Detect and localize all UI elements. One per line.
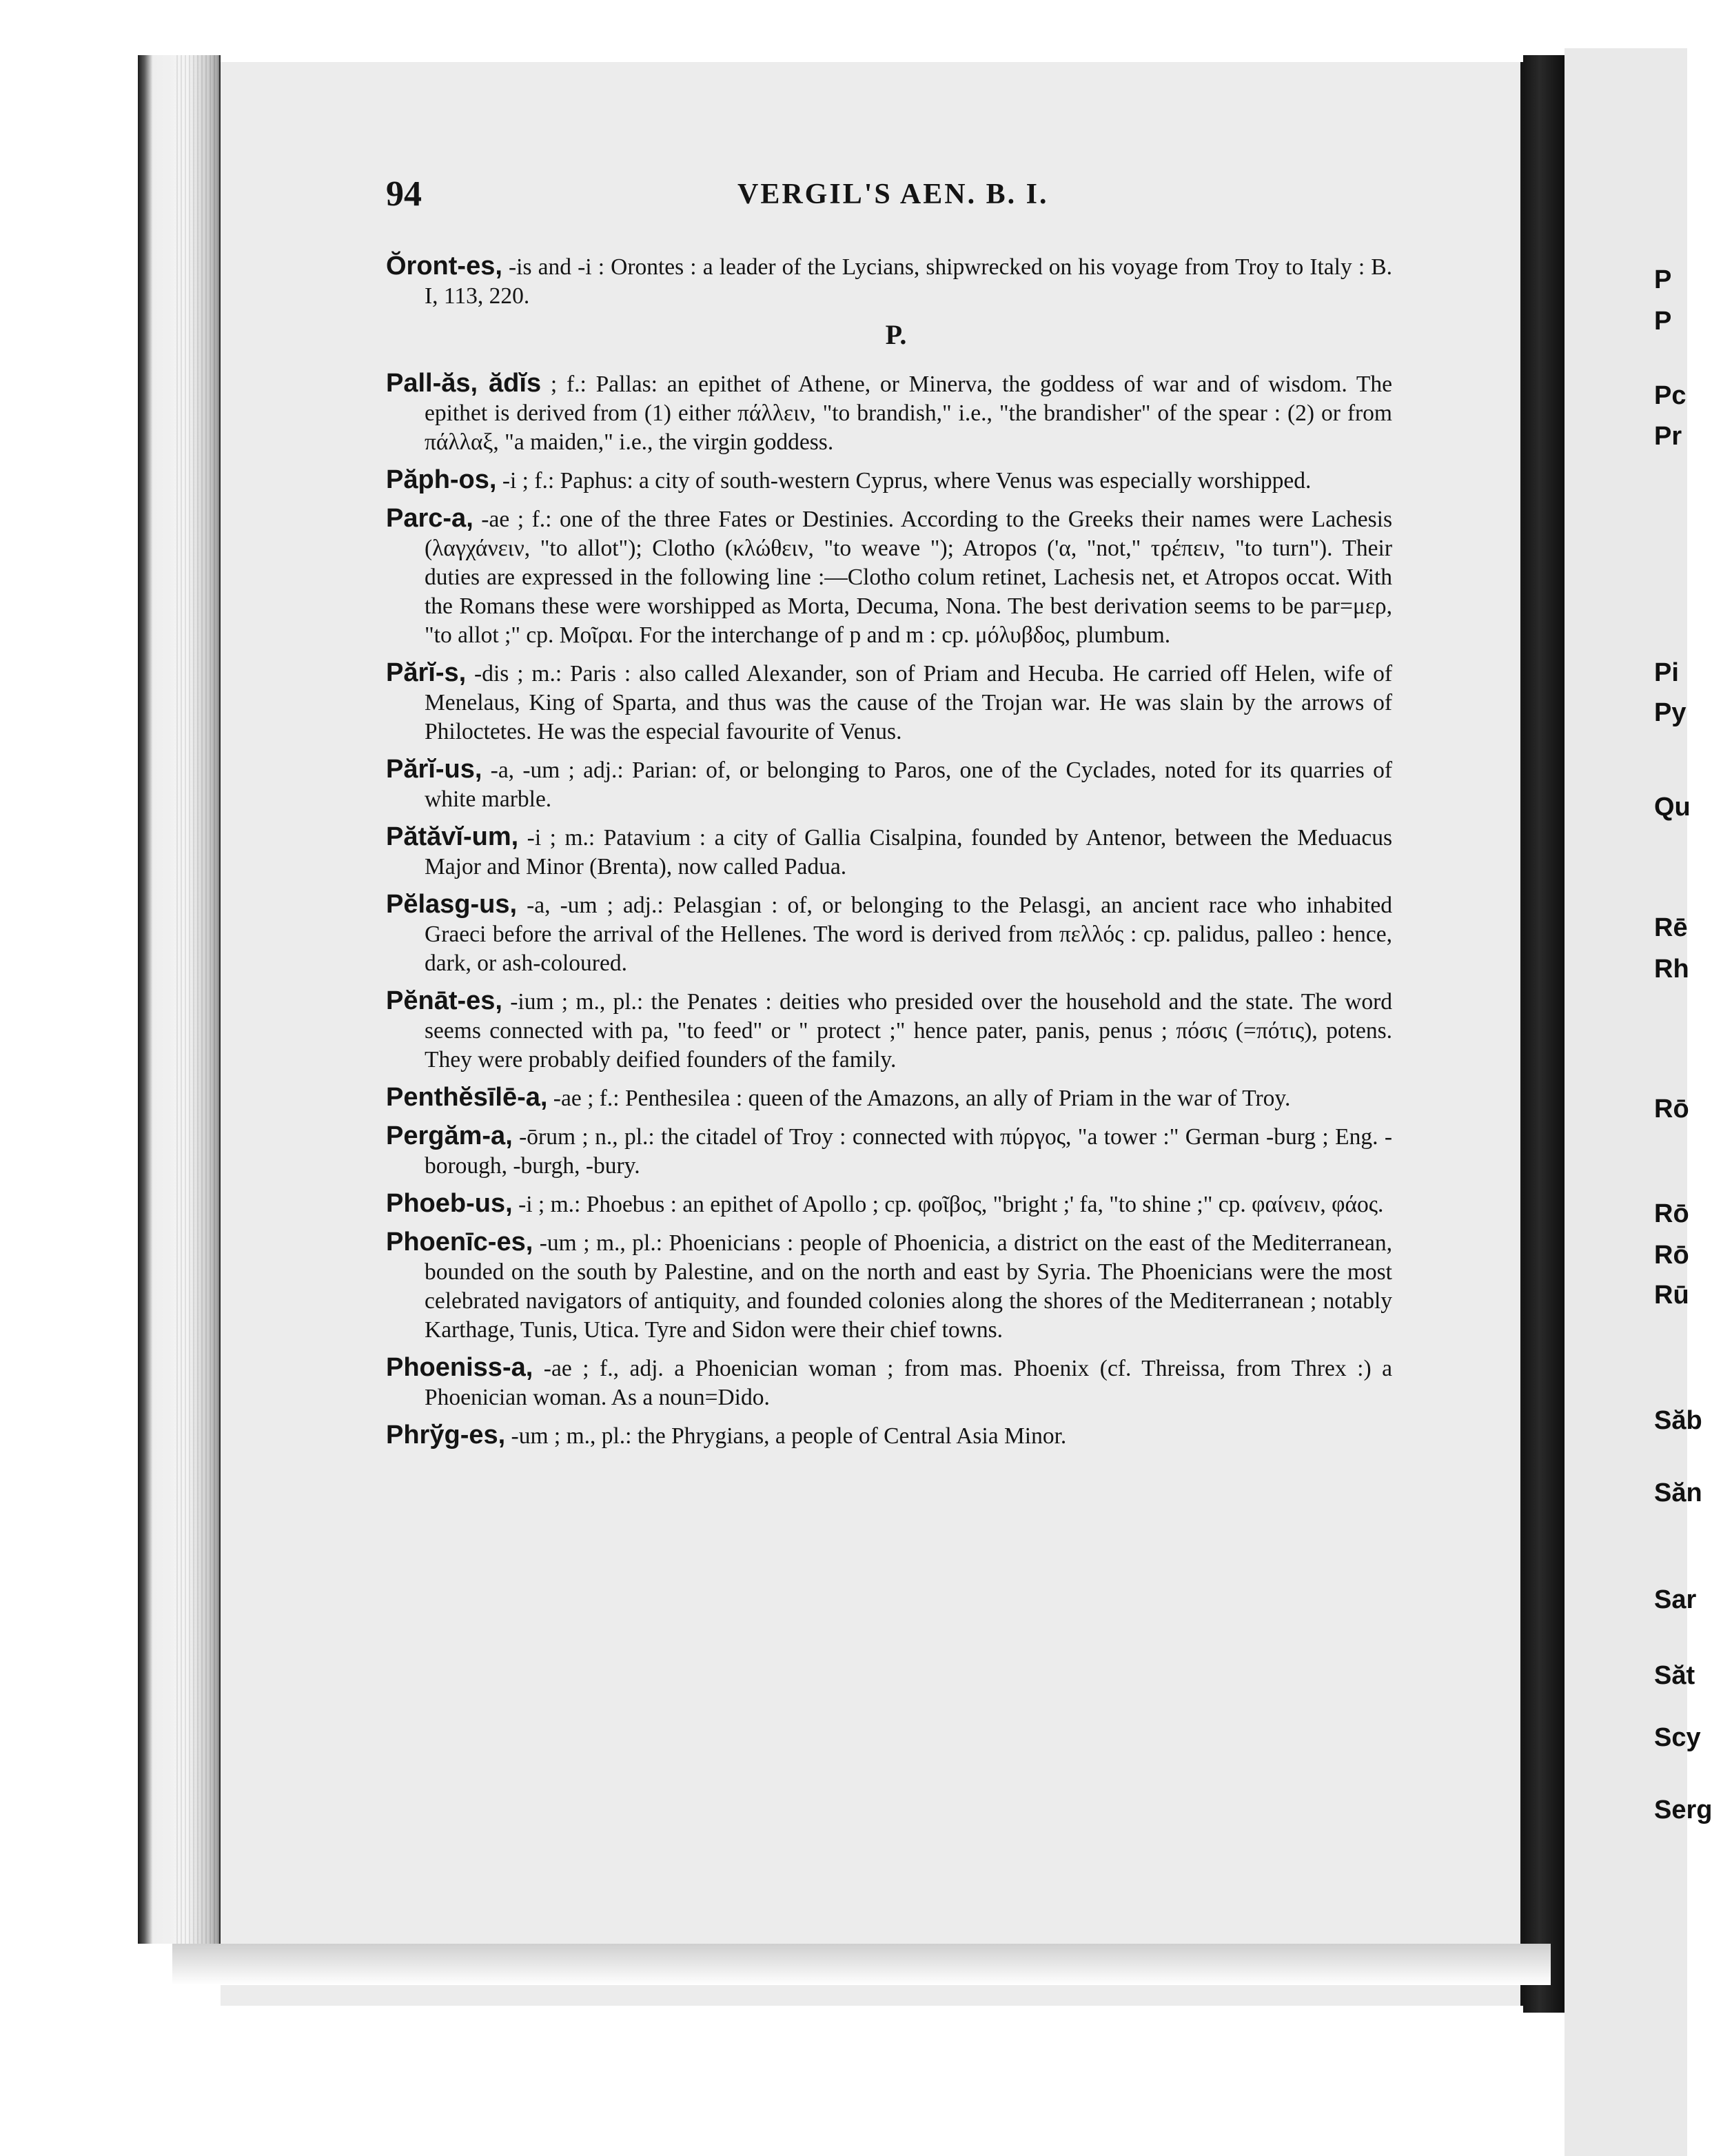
- entry-headword: Pĕlasg-us,: [386, 890, 518, 919]
- entry-definition: -um ; m., pl.: Phoenicians : people of Phoenicia, a district on the east of the Mediterranean, bounded on the south by Palestine, and on the north and east by Syria. The Phoenicians were the most celebrated navigators of antiquity, and founded colonies along the shores of the Mediterranean ; notably Karthage, Tunis, Utica. Tyre and Sidon were their chief towns.: [425, 1230, 1392, 1343]
- glossary-entry: [386, 1421, 1392, 1451]
- entry-headword: Phrўg-es,: [386, 1421, 506, 1450]
- entry-definition: -i ; m.: Phoebus : an epithet of Apollo ; cp. φοῖβος, "bright ;' fa, "to shine ;" cp. φαίνειν, φάος.: [512, 1192, 1384, 1217]
- entry-definition: ; f.: Pallas: an epithet of Athene, or Minerva, the goddess of war and of wisdom. The epithet is derived from (1) either πάλλειν, "to brandish," i.e., "the brandisher" of the spear : (2) or from πάλλαξ, "a maiden," i.e., the virgin goddess.: [425, 372, 1392, 455]
- glossary-entry: [386, 1353, 1392, 1412]
- glossary-entry: [386, 822, 1392, 882]
- entry-headword: Pătăvĭ-um,: [386, 822, 519, 851]
- facing-page-fragment: Rō: [1654, 1199, 1689, 1228]
- facing-page-fragment: Serg: [1654, 1796, 1712, 1824]
- facing-page-fragment: Sar: [1654, 1585, 1697, 1614]
- glossary-entry: [386, 369, 1392, 457]
- glossary-entry: [386, 1189, 1392, 1219]
- entry-headword: Păph-os,: [386, 465, 497, 494]
- facing-page-fragment: Săb: [1654, 1406, 1702, 1435]
- facing-page-fragment: Rē: [1654, 913, 1688, 942]
- glossary-entry: [386, 252, 1392, 311]
- entry-definition: -ae ; f.: Penthesilea : queen of the Amazons, an ally of Priam in the war of Troy.: [547, 1086, 1291, 1111]
- entry-definition: -ium ; m., pl.: the Penates : deities who presided over the household and the state. The word seems connected with pa, "to feed" or " protect ;" hence pater, panis, penus ; πόσις (=πότις), potens. They were probably deified founders of the family.: [425, 989, 1392, 1072]
- entry-definition: -a, -um ; adj.: Pelasgian : of, or belonging to the Pelasgi, an ancient race who inhabited Graeci before the arrival of the Hellenes. The word is derived from πελλός : cp. palidus, palleo : hence, dark, or ash-coloured.: [425, 893, 1392, 976]
- entry-headword: Phoeb-us,: [386, 1189, 513, 1218]
- entry-headword: Pall-ăs, ădĭs: [386, 369, 542, 398]
- facing-page-fragment: Pc: [1654, 381, 1686, 410]
- page-number: 94: [386, 174, 422, 214]
- glossary-entry: [386, 504, 1392, 650]
- facing-page-fragment: Săt: [1654, 1661, 1695, 1690]
- entry-definition: -i ; f.: Paphus: a city of south-western Cyprus, where Venus was especially worshipped.: [496, 468, 1312, 494]
- entry-headword: Părĭ-us,: [386, 755, 482, 784]
- glossary-entry: [386, 755, 1392, 814]
- entry-definition: -is and -i : Orontes : a leader of the Lycians, shipwrecked on his voyage from Troy to Italy : B. I, 113, 220.: [425, 254, 1392, 309]
- glossary-entry: [386, 658, 1392, 746]
- entry-headword: Pĕnāt-es,: [386, 986, 502, 1015]
- facing-page-fragment: Rō: [1654, 1095, 1689, 1123]
- facing-page-fragment: Rh: [1654, 955, 1689, 984]
- glossary-entries: [386, 252, 1392, 1459]
- entry-definition: -ae ; f.: one of the three Fates or Destinies. According to the Greeks their names were Lachesis (λαγχάνειν, "to allot"); Clotho (κλώθειν, "to weave "); Atropos ('α, "not," τρέπειν, "to turn"). Their duties are expressed in the following line :—Clotho colum retinet, Lachesis net, et Atropos occat. With the Romans these were worshipped as Morta, Decuma, Nona. The best derivation seems to be par=μερ, "to allot ;" cp. Μοῖραι. For the interchange of p and m : cp. μόλυβδος, plumbum.: [425, 507, 1392, 648]
- running-title: VERGIL'S AEN. B. I.: [737, 179, 1049, 210]
- facing-page-fragment: Pr: [1654, 422, 1682, 451]
- facing-page-fragment: Pi: [1654, 658, 1679, 687]
- entry-definition: -ōrum ; n., pl.: the citadel of Troy : connected with πύργος, "a tower :" German -burg ; Eng. -borough, -burgh, -bury.: [425, 1124, 1392, 1179]
- entry-headword: Parc-a,: [386, 504, 473, 533]
- glossary-entry: [386, 986, 1392, 1075]
- entry-definition: -ae ; f., adj. a Phoenician woman ; from mas. Phoenix (cf. Threissa, from Threx :) a Phoenician woman. As a noun=Dido.: [425, 1356, 1392, 1410]
- entry-definition: -a, -um ; adj.: Parian: of, or belonging to Paros, one of the Cyclades, noted for its quarries of white marble.: [425, 757, 1392, 812]
- entry-headword: Phoenīc-es,: [386, 1228, 533, 1257]
- entry-headword: Penthĕsīlē-a,: [386, 1083, 548, 1112]
- facing-page-fragment: Săn: [1654, 1478, 1702, 1507]
- entry-definition: -dis ; m.: Paris : also called Alexander, son of Priam and Hecuba. He carried off Helen, wife of Menelaus, King of Sparta, and thus was the cause of the Trojan war. He was slain by the arrows of Philoctetes. He was the especial favourite of Venus.: [425, 661, 1392, 744]
- entry-headword: Ŏront-es,: [386, 252, 502, 281]
- facing-page-fragment: P: [1654, 265, 1672, 294]
- page-stack-lines: [174, 55, 219, 1944]
- entry-definition: -i ; m.: Patavium : a city of Gallia Cisalpina, founded by Antenor, between the Meduacus Major and Minor (Brenta), now called Padua.: [425, 825, 1392, 879]
- facing-page-fragment: Py: [1654, 698, 1686, 727]
- glossary-entry: [386, 1228, 1392, 1345]
- facing-page-fragment: Qu: [1654, 793, 1691, 822]
- entry-headword: Părĭ-s,: [386, 658, 467, 687]
- glossary-entry: [386, 890, 1392, 978]
- glossary-entry: [386, 1083, 1392, 1113]
- page-bottom-shadow: [172, 1944, 1551, 1985]
- facing-page-fragment: Scy: [1654, 1723, 1701, 1752]
- glossary-entry: [386, 465, 1392, 496]
- entry-definition: -um ; m., pl.: the Phrygians, a people of Central Asia Minor.: [505, 1423, 1067, 1449]
- facing-page-fragment: P: [1654, 307, 1672, 336]
- entry-headword: Pergăm-a,: [386, 1121, 513, 1150]
- glossary-entry: [386, 1121, 1392, 1181]
- section-letter: P.: [885, 319, 907, 350]
- facing-page-fragment: Rō: [1654, 1241, 1689, 1270]
- entry-headword: Phoeniss-a,: [386, 1353, 533, 1382]
- book-gutter: [1523, 55, 1565, 2013]
- facing-page-fragment: Rū: [1654, 1281, 1689, 1310]
